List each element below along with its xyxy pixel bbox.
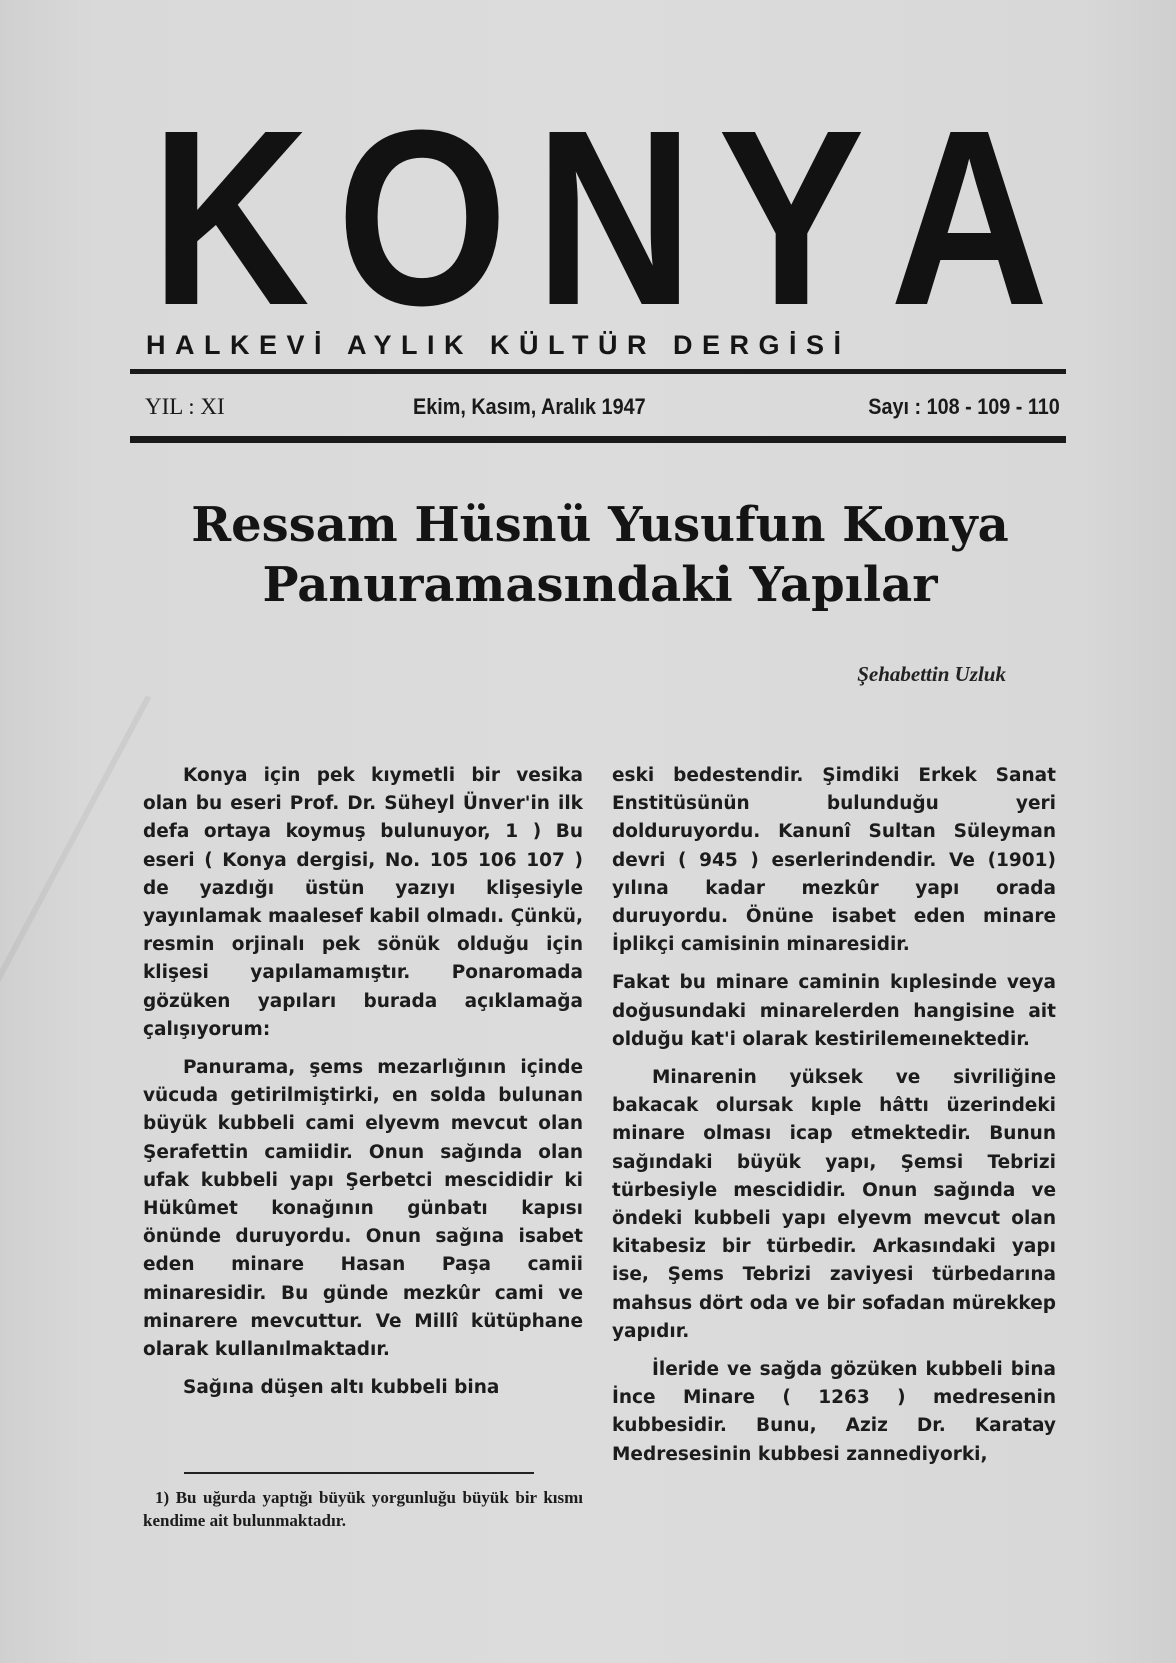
issue-info — [145, 394, 1060, 424]
article-title-line-2: Panuramasındaki Yapılar — [262, 557, 938, 613]
masthead-letter-n: N — [534, 78, 694, 357]
masthead-letter-a: A — [890, 78, 1050, 357]
bottom-divider — [130, 436, 1066, 443]
issue-number: Sayı : 108 - 109 - 110 — [868, 394, 1060, 419]
paragraph: Sağına düşen altı kubbeli bina — [183, 1377, 500, 1399]
left-column — [143, 762, 583, 1402]
masthead-letter-y: Y — [718, 78, 866, 357]
paragraph: Panurama, şems mezarlığının içinde vücuda getirilmiştirki, en solda bulunan büyük kubbeli cami elyevm mevcut olan Şerafettin camiidir. Onun sağında olan ufak kubbeli yapı Şerbetci mescididir ki Hükûmet konağının günbatı kapısı önünde duruyordu. Onun sağına isabet eden minare Hasan Paşa camii minaresidir. Bu günde mezkûr cami ve minarere mevcuttur. Ve Millî kütüphane olarak kullanılmaktadır. — [143, 1057, 583, 1361]
paragraph: Fakat bu minare caminin kıplesinde veya doğusundaki minarelerden hangisine ait olduğu kat'i olarak kestirilemeınektedir. — [612, 972, 1056, 1050]
issue-year: YIL : XI — [145, 394, 225, 419]
masthead-letter-k: K — [150, 78, 310, 357]
paragraph: eski bedestendir. Şimdiki Erkek Sanat Enstitüsünün bulunduğu yeri dolduruyordu. Kanunî Sultan Süleyman devri ( 945 ) eserlerindendir. Ve (1901) yılına kadar mezkûr yapı orada duruyordu. Önüne isabet eden minare İplikçi camisinin minaresidir. — [612, 765, 1056, 956]
masthead-subtitle: HALKEVİ AYLIK KÜLTÜR DERGİSİ — [146, 330, 851, 360]
issue-date: Ekim, Kasım, Aralık 1947 — [413, 394, 646, 419]
footnote-divider — [184, 1472, 534, 1474]
article-author: Şehabettin Uzluk — [857, 662, 1006, 686]
masthead-letter-o: O — [336, 78, 508, 357]
article-title — [180, 495, 1020, 615]
right-column — [612, 762, 1056, 1469]
top-divider — [130, 369, 1066, 374]
paragraph: Minarenin yüksek ve sivriliğine bakacak olursak kıple hâttı üzerindeki minare olması icap etmektedir. Bunun sağındaki büyük yapı, Şemsi Tebrizi türbesiyle mescididir. Onun sağında ve öndeki kubbeli yapı elyevm mevcut olan kitabesiz bir türbedir. Arkasındaki yapı ise, Şems Tebrizi zaviyesi türbedarına mahsus dört oda ve bir sofadan mürekkep yapıdır. — [612, 1067, 1056, 1342]
footnote: 1) Bu uğurda yaptığı büyük yorgunluğu büyük bir kısmı kendime ait bulunmaktadır. — [143, 1488, 583, 1530]
article-title-line-1: Ressam Hüsnü Yusufun Konya — [191, 497, 1009, 553]
paragraph: Konya için pek kıymetli bir vesika olan bu eseri Prof. Dr. Süheyl Ünver'in ilk defa ortaya koymuş bulunuyor, 1 ) Bu eseri ( Konya dergisi, No. 105 106 107 ) de yazdığı üstün yazıyı klişesiyle yayınlamak maalesef kabil olmadı. Çünkü, resmin orjinalı pek sönük olduğu için klişesi yapılamamıştır. Ponaromada gözüken yapıları burada açıklamağa çalışıyorum: — [143, 765, 583, 1040]
paragraph: İleride ve sağda gözüken kubbeli bina İnce Minare ( 1263 ) medresenin kubbesidir. Bunu, Aziz Dr. Karatay Medresesinin kubbesi zannediyorki, — [612, 1359, 1056, 1465]
